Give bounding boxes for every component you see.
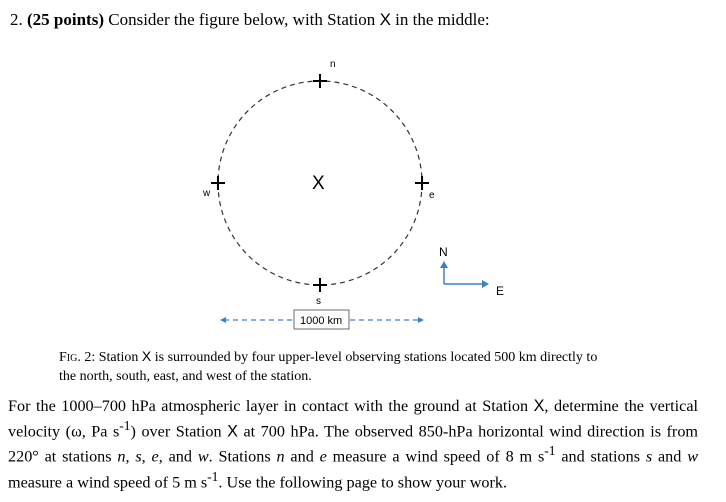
problem-station-1: X bbox=[533, 397, 545, 415]
station-e-marker bbox=[415, 176, 429, 190]
compass-arrows bbox=[444, 266, 484, 284]
problem-station-2: X bbox=[227, 422, 238, 441]
question-text-after: in the middle: bbox=[395, 10, 490, 29]
problem-part-8: and stations bbox=[561, 447, 641, 466]
problem-exponent-2: -1 bbox=[544, 443, 556, 459]
problem-text: For the 1000–700 hPa atmospheric layer in contact with the ground at Station X, determine the vertical velocity (ω, Pa $s^{-1}$) over Station X at 700 hPa. The observed 850-hPa horizontal wind direction is from 220° at stations n, s, e, and w. Stations n and e measure a wind speed of 8 m $s^{-1}$ and stations s and w measure a wind speed of 5 m $s^{-1}$. Use the following page to show your work. bbox=[8, 397, 699, 492]
problem-var-w: w bbox=[197, 447, 209, 466]
problem-exponent-3: -1 bbox=[207, 468, 219, 484]
compass-east-label: E bbox=[496, 284, 505, 298]
question-number: 2. bbox=[10, 10, 23, 29]
problem-part-6: . Stations bbox=[208, 447, 271, 466]
problem-var-w-2: w bbox=[687, 447, 698, 466]
problem-var-n: n bbox=[117, 447, 126, 466]
problem-exponent-1: -1 bbox=[119, 418, 131, 433]
scale-arrow-right bbox=[418, 317, 424, 323]
station-n-marker bbox=[313, 74, 327, 88]
east-arrowhead bbox=[482, 280, 489, 288]
problem-and-1: and bbox=[168, 447, 192, 466]
station-n-label: n bbox=[330, 59, 336, 70]
station-w-marker bbox=[211, 176, 225, 190]
problem-omega: ω bbox=[71, 422, 82, 441]
compass-north-label: N bbox=[439, 245, 448, 259]
north-arrowhead bbox=[440, 261, 448, 268]
problem-var-e: e bbox=[151, 447, 159, 466]
question-text-before: Consider the figure below, with Station bbox=[108, 10, 376, 29]
problem-part-10: . Use the following page to show your work. bbox=[218, 473, 508, 492]
problem-var-e-2: e bbox=[319, 447, 327, 466]
problem-part-5: at 700 hPa. The observed 850-hPa horizontal wind direction is from 220° at stations bbox=[8, 422, 699, 466]
problem-part-4: ) over Station bbox=[130, 422, 222, 441]
question-station: X bbox=[379, 10, 391, 29]
figure-caption bbox=[59, 347, 659, 386]
scale-label: 1000 km bbox=[300, 315, 343, 327]
station-s-marker bbox=[313, 278, 327, 292]
problem-part-1: For the 1000–700 hPa atmospheric layer in contact with the ground at Station bbox=[8, 397, 529, 415]
caption-text-b: is surrounded by four upper-level observing stations located 500 km directly to bbox=[154, 350, 598, 365]
caption-prefix: Fig. 2: bbox=[59, 350, 96, 365]
caption-text-a: Station bbox=[98, 350, 139, 365]
station-s-label: s bbox=[316, 296, 321, 307]
problem-part-9: measure a wind speed of 5 m s bbox=[8, 473, 208, 492]
problem-and-2: and bbox=[290, 447, 314, 466]
station-w-label: w bbox=[203, 188, 211, 199]
problem-var-s: s bbox=[135, 447, 142, 466]
caption-station: X bbox=[141, 348, 152, 364]
problem-var-n-2: n bbox=[276, 447, 285, 466]
problem-var-s-2: s bbox=[645, 447, 653, 466]
problem-part-3: , Pa s bbox=[81, 422, 120, 441]
caption-text-c: the north, south, east, and west of the station. bbox=[59, 369, 312, 384]
problem-part-7: measure a wind speed of 8 m s bbox=[332, 447, 545, 466]
scale-arrow-left bbox=[220, 317, 226, 323]
problem-and-3: and bbox=[657, 447, 682, 466]
question-points: (25 points) bbox=[27, 10, 104, 29]
problem-part-2: , determine the vertical velocity ( bbox=[8, 397, 699, 441]
station-e-label: e bbox=[429, 190, 435, 201]
center-station-label: X bbox=[312, 173, 325, 194]
